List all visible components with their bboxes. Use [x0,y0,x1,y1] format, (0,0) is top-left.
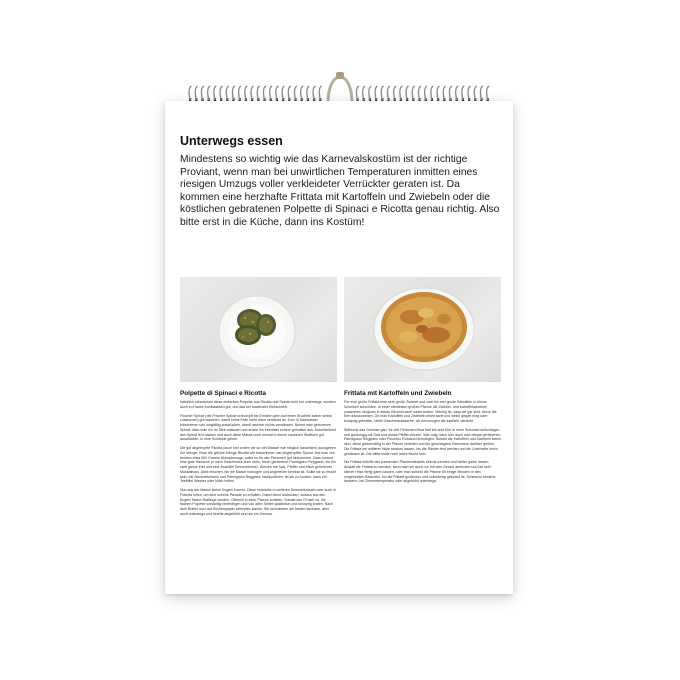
recipe-text-polpette [180,400,337,521]
page-title: Unterwegs essen [180,134,283,148]
recipe-paragraph: Frischer Spinat (viel Frischer Spinat schrumpft bei Erhitzen gern auf einen Bruchteil seiner selbst zusammen) gut waschen, damit keine Erde mehr dann versteckt ist. Kurz in Salzwasser blanchieren und sorgfältig ausdrücken, damit nachher nichts verwässert. Nimmt man gefrorenen Spinat, lässt man ihn im Sieb auftauen und drückt ihn ebenfalls extrem gründlich aus. Anschließend den Spinat fein hacken und auch diese Masse noch einmal in einem sauberen Stofftuch gut ausdrücken. In eine Schüssel geben. [180,413,337,442]
recipe-title-frittata: Frittata mit Kartoffeln und Zwiebeln [344,390,452,397]
recipe-paragraph: Die gut abgetropfte Ricotta (auch hier wollen wir so viel Wasser wie möglich loswerden) dazugeben. Zur Menge: Etwa die gleiche Menge Ricotta wie blanchierter und abgetropfter Spinat. Hat man von beidem etwa 500 Gramm Abtropfmenge, sollte es für vier Personen gut hinkommen. Dazu kommt eine gute Handvoll, je nach Geschmack auch mehr, frisch geriebener Parmigiano Reggiano, ein bis zwei ganze Eier und eine Esslöffel Semmelbrösel. Würzen mit Salz, Pfeffer und frisch geriebener Muskatnuss. Alles mischen, bis die Masse homogen und angenehm formbar ist. Sollte sie zu feucht sein, mit Semmelbröseln und Parmigiano Reggiano nachjustieren; ist sie zu trocken, kann ein Teelöffel Wasser oder Milch helfen. [180,446,337,484]
recipe-paragraph: Die Frittata mithilfe des passenden Pfannendeckels einmal wenden und weiter garen lassen. Anstatt die Frittata zu wenden, kann man sie auch nur mit dem Deckel abdecken und bei sehr kleiner Hitze fertig garen lassen, oder man schiebt die Pfanne für einige Minuten in den vorgeheizten Backofen, bis die Frittata goldbraun und vollständig gestockt ist. Schmeckt bestens lauwarm, bei Zimmertemperatur oder abgekühlt unterwegs. [344,460,496,484]
frittata-photo [344,277,501,382]
recipe-paragraph: Für eine große Frittata eine sehr große Zwiebel und zwei bis drei große Kartoffeln in dünne Scheiben schneiden. In einer ofenfesten großen Pfanne die Zwiebel- und Kartoffelscheiben zusammen langsam in etwas Olivenöl sanft weich braten. Wichtig ist, dass sie gar sind, bevor die Eier dazukommen. Ob man Kartoffeln und Zwiebeln leicht sanft und weich gegart mag oder knusprig gebraten, bleibt Geschmackssache; wir bevorzugen die sanftere Variante. [344,400,497,423]
intro-paragraph: Mindestens so wichtig wie das Karnevalskostüm ist der richtige Proviant, wenn man bei unwirtlichen Temperaturen inmitten eines riesigen Umzugs voller verkleideter Verrückter geraten ist. Da kommen eine herzhafte Frittata mit Kartoffeln und Zwiebeln oder die köstlichen gebratenen Polpette di Spinaci e Ricotta genau richtig. Also bitte erst in die Küche, dann ins Kostüm! [180,154,500,228]
spinach-patties-photo [180,277,337,382]
recipe-paragraph: Natürlich schmecken diese einfachen Polpette aus Ricotta und Spinat nicht nur unterwegs, sondern auch zu Hause bombastisch gut, und das bei maximaler Einfachheit. [180,400,337,409]
recipe-paragraph: Nun aus der Masse kleine Kugeln formen. Diese entweder in weiteren Semmelbröseln oder auch in Polenta rollen, um eine schöne Panade zu erhalten. Dabei leicht andrücken, sodass aus den Kugeln flache Bratlinge werden. Olivenöl in einer Pfanne erhitzen. Sobald das Öl heiß ist, die flachen Polpette vorsichtig hineinlegen und von allen Seiten goldbraun und knusprig braten. Nach dem Braten kurz auf Küchenpapier abtropfen lassen. Sie schmecken am besten lauwarm, aber auch unterwegs und bereits abgekühlt sind sie ein Genuss. [180,488,336,516]
recipe-title-polpette: Polpette di Spinaci e Ricotta [180,390,266,397]
recipe-paragraph: Während das Gemüse gart, für vier Personen etwa fünf bis acht Eier in einer Schüssel aufschlagen und großzügig mit Salz und etwas Pfeffer würzen. Wer mag, kann hier auch noch etwas geriebenen Parmigiano Reggiano oder Pecorino Romano hinzufügen. Sobald die Kartoffeln und Zwiebeln weich sind, diese gleichmäßig in der Pfanne verteilen und die geschlagene Eiermasse darüber gießen. Die Frittata bei mittlerer Hitze stocken lassen, bis die Ränder fest werden und die Unterseite leicht goldbraun ist. Die Mitte sollte noch leicht feucht sein. [344,427,501,456]
recipe-text-frittata [344,400,501,488]
